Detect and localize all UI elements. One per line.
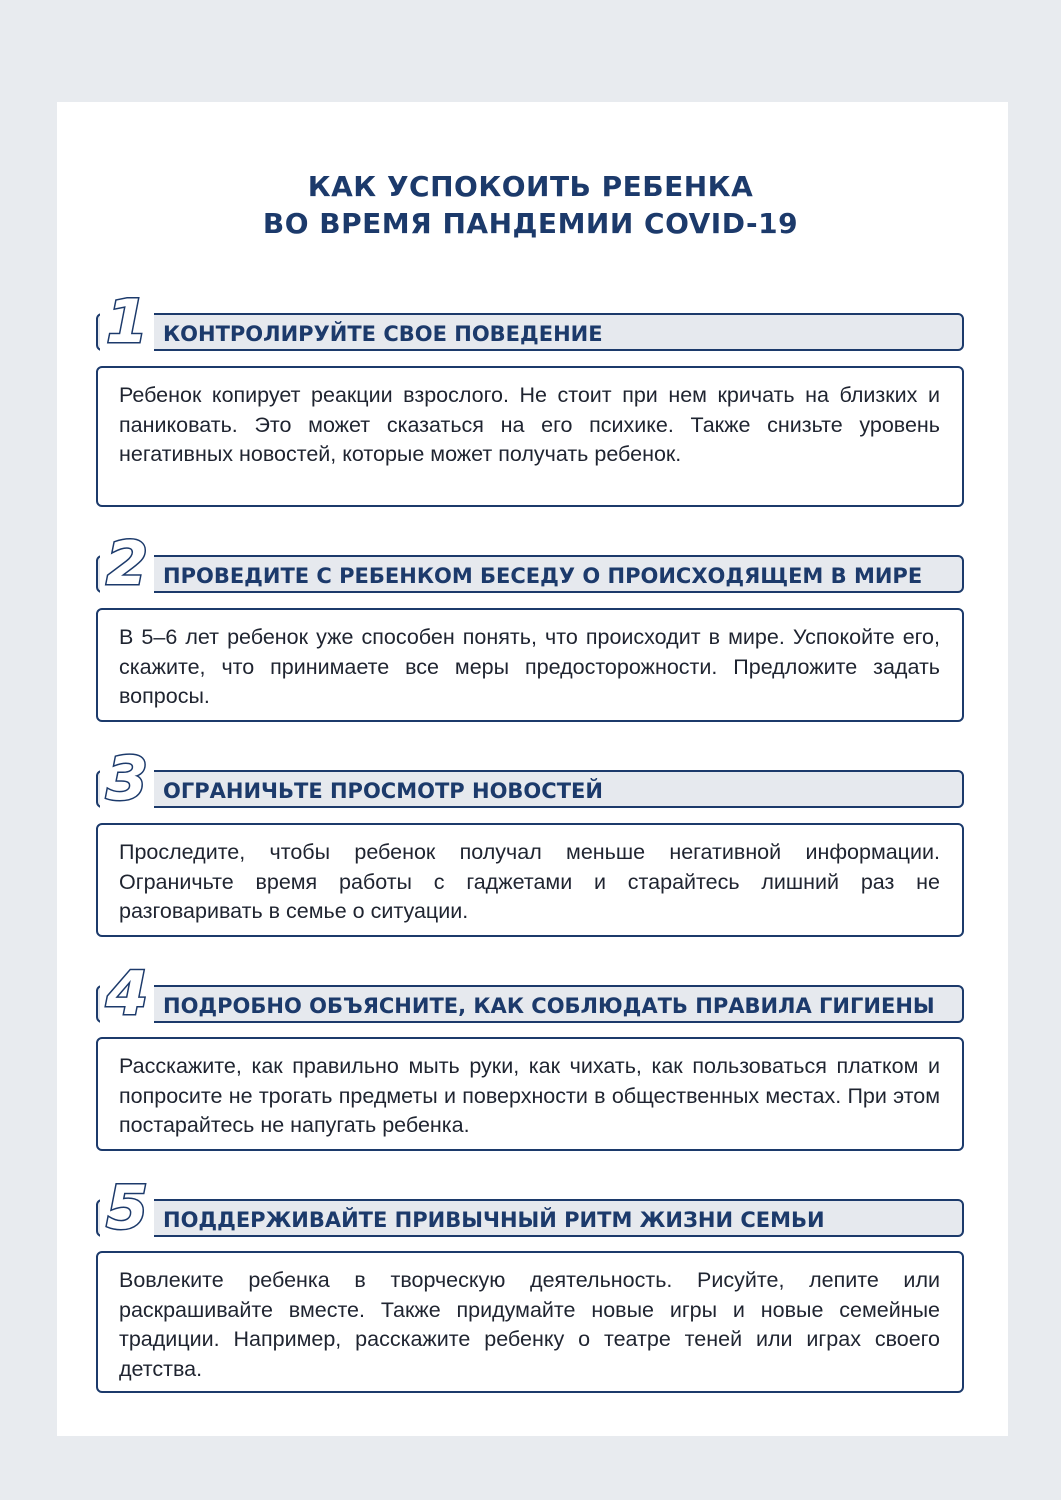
poster-title: [0, 168, 1061, 242]
step-1-text-box: [96, 366, 964, 507]
step-1-heading: КОНТРОЛИРУЙТЕ СВОЕ ПОВЕДЕНИЕ: [163, 322, 603, 346]
title-line-1: КАК УСПОКОИТЬ РЕБЕНКА: [307, 170, 754, 203]
step-1-number: 1: [106, 287, 148, 357]
step-5-heading: ПОДДЕРЖИВАЙТЕ ПРИВЫЧНЫЙ РИТМ ЖИЗНИ СЕМЬИ: [163, 1208, 825, 1232]
title-line-2: ВО ВРЕМЯ ПАНДЕМИИ COVID-19: [262, 207, 799, 240]
step-5-number: 5: [106, 1173, 148, 1243]
step-3-heading: ОГРАНИЧЬТЕ ПРОСМОТР НОВОСТЕЙ: [163, 779, 603, 803]
step-3-text: Проследите, чтобы ребенок получал меньше негативной информации. Ограничьте время работы с гаджетами и старайтесь лишний раз не разговаривать в семье о ситуации.: [119, 840, 940, 923]
step-2-text-box: [96, 608, 964, 722]
step-2-number: 2: [106, 529, 148, 599]
step-4-text-box: [96, 1037, 964, 1151]
step-4-number: 4: [106, 959, 148, 1029]
step-2-heading: ПРОВЕДИТЕ С РЕБЕНКОМ БЕСЕДУ О ПРОИСХОДЯЩЕМ В МИРЕ: [163, 564, 923, 588]
step-4-text: Расскажите, как правильно мыть руки, как чихать, как пользоваться платком и попросите не трогать предметы и поверхности в общественных местах. При этом постарайтесь не напугать ребенка.: [119, 1054, 940, 1137]
step-3-text-box: [96, 823, 964, 937]
step-1-text: Ребенок копирует реакции взрослого. Не стоит при нем кричать на близких и паниковать. Это может сказаться на его психике. Также снизьте уровень негативных новостей, которые может получать ребенок.: [119, 383, 940, 466]
step-5-text-box: [96, 1251, 964, 1393]
step-2-text: В 5–6 лет ребенок уже способен понять, что происходит в мире. Успокойте его, скажите, что принимаете все меры предосторожности. Предложите задать вопросы.: [119, 625, 940, 708]
step-4-heading: ПОДРОБНО ОБЪЯСНИТЕ, КАК СОБЛЮДАТЬ ПРАВИЛА ГИГИЕНЫ: [163, 994, 935, 1018]
step-5-text: Вовлеките ребенка в творческую деятельность. Рисуйте, лепите или раскрашивайте вместе. Также придумайте новые игры и новые семейные традиции. Например, расскажите ребенку о театре теней или играх своего детства.: [119, 1268, 940, 1381]
step-3-number: 3: [106, 744, 148, 814]
